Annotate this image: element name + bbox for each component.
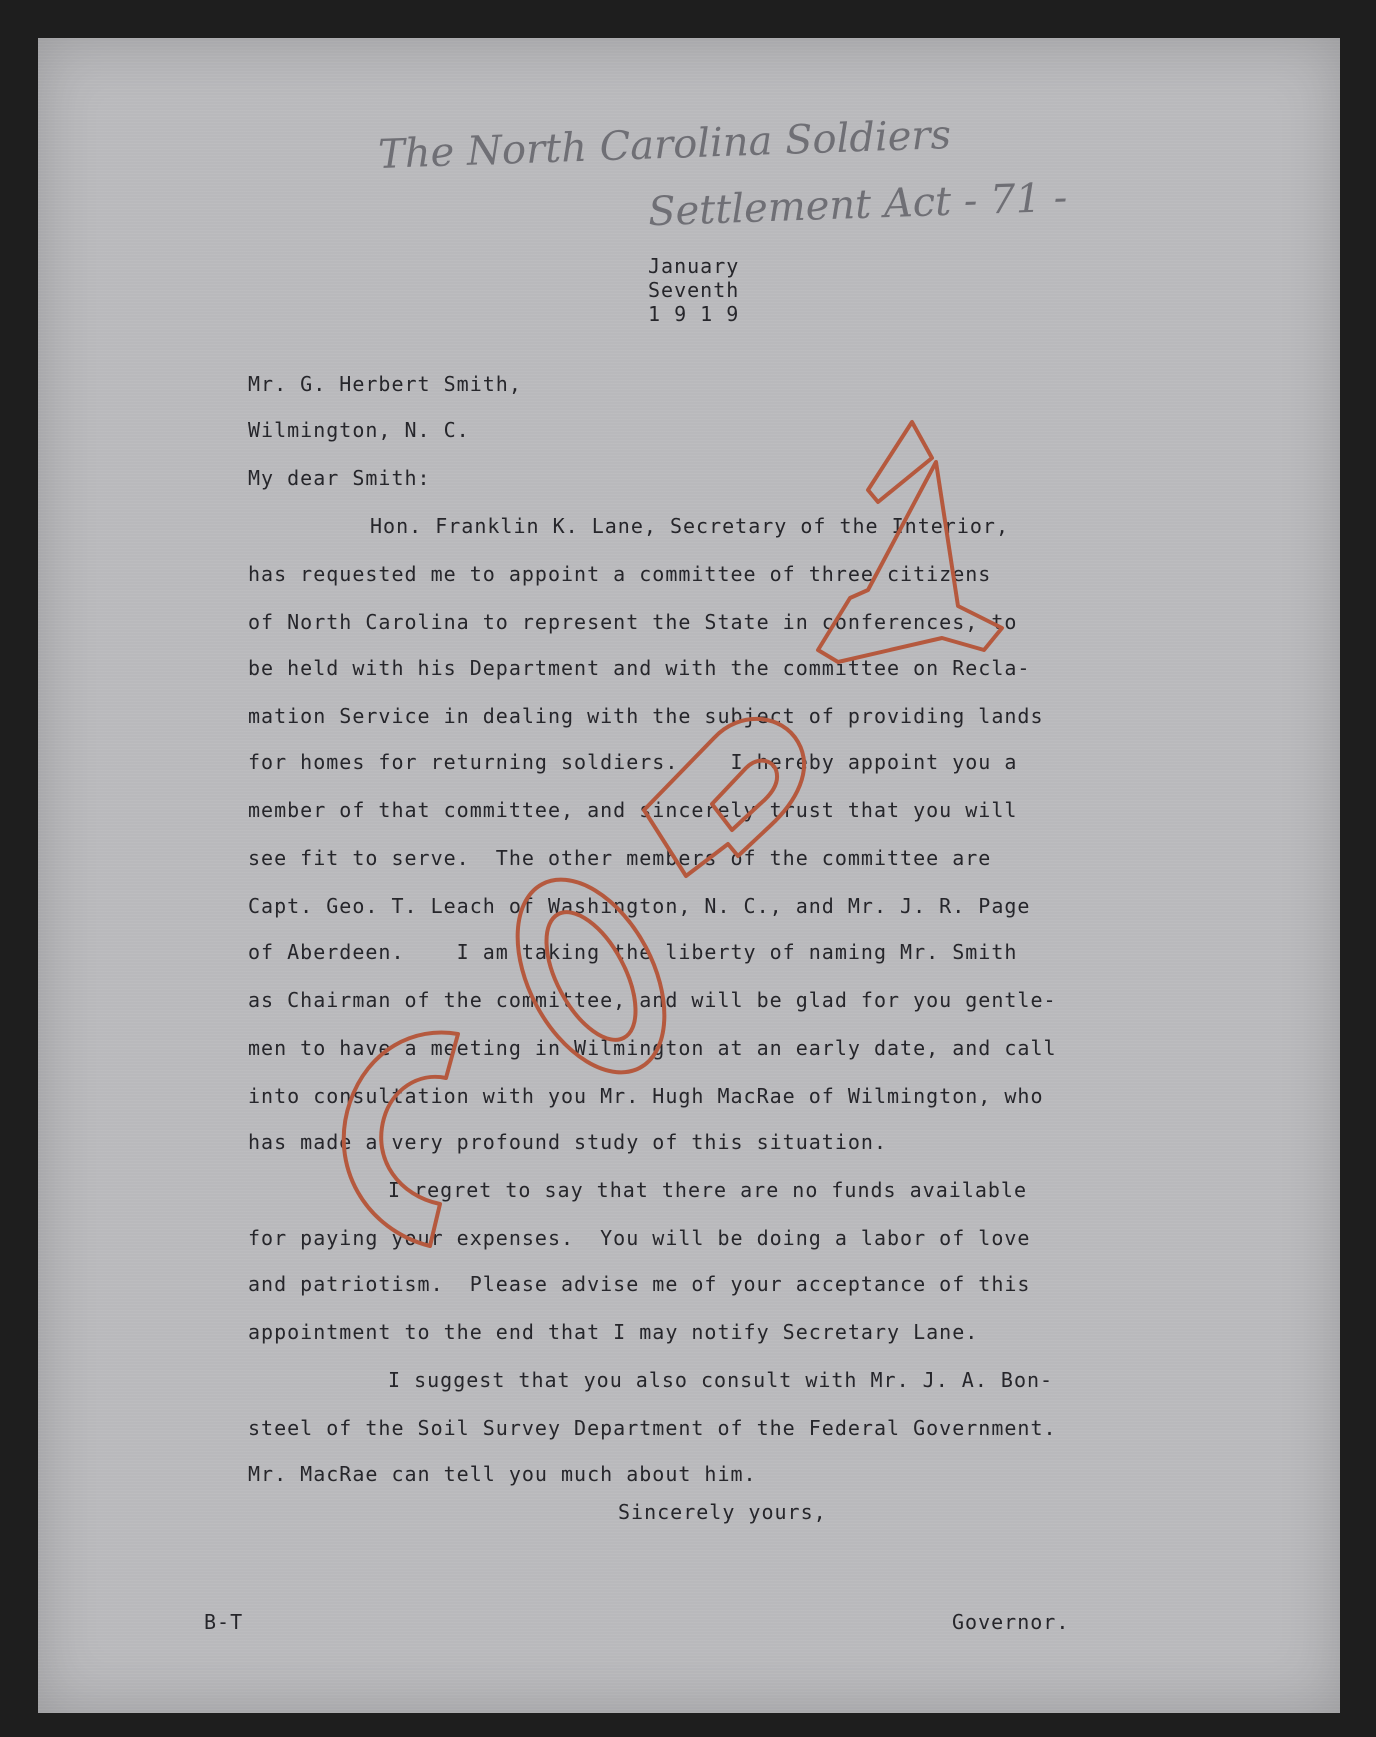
handwritten-annotation-line-1: The North Carolina Soldiers [377,112,952,178]
body-line: men to have a meeting in Wilmington at an early date, and call [248,1036,1057,1060]
salutation: My dear Smith: [248,466,431,490]
closing: Sincerely yours, [618,1500,827,1524]
copy-stamp [38,38,1340,1713]
body-line: for homes for returning soldiers. I hereby appoint you a [248,750,1018,774]
body-line: into consultation with you Mr. Hugh MacRae of Wilmington, who [248,1084,1044,1108]
body-line: has requested me to appoint a committee of three citizens [248,562,992,586]
body-line: and patriotism. Please advise me of your acceptance of this [248,1272,1031,1296]
body-line: mation Service in dealing with the subject of providing lands [248,704,1044,728]
signature-title: Governor. [952,1610,1070,1634]
body-line: has made a very profound study of this situation. [248,1130,888,1154]
body-line: I regret to say that there are no funds available [388,1178,1028,1202]
date-year: 1 9 1 9 [648,302,740,326]
body-line: as Chairman of the committee, and will be glad for you gentle- [248,988,1057,1012]
addressee-city: Wilmington, N. C. [248,418,470,442]
body-line: I suggest that you also consult with Mr. J. A. Bon- [388,1368,1054,1392]
typist-initials: B-T [204,1610,244,1634]
body-line: for paying your expenses. You will be doing a labor of love [248,1226,1031,1250]
handwritten-annotation-line-2: Settlement Act - 71 - [647,174,1068,236]
body-line: appointment to the end that I may notify Secretary Lane. [248,1320,979,1344]
body-line: member of that committee, and sincerely trust that you will [248,798,1018,822]
body-line: be held with his Department and with the committee on Recla- [248,656,1031,680]
body-line: Hon. Franklin K. Lane, Secretary of the Interior, [370,514,1010,538]
body-line: of Aberdeen. I am taking the liberty of naming Mr. Smith [248,940,1018,964]
body-line: Capt. Geo. T. Leach of Washington, N. C., and Mr. J. R. Page [248,894,1031,918]
date-month: January [648,254,740,278]
body-line: see fit to serve. The other members of the committee are [248,846,992,870]
letter-page [38,38,1340,1713]
body-line: of North Carolina to represent the State in conferences, to [248,610,1018,634]
body-line: Mr. MacRae can tell you much about him. [248,1462,757,1486]
addressee-name: Mr. G. Herbert Smith, [248,372,522,396]
date-day: Seventh [648,278,740,302]
body-line: steel of the Soil Survey Department of the Federal Government. [248,1416,1057,1440]
